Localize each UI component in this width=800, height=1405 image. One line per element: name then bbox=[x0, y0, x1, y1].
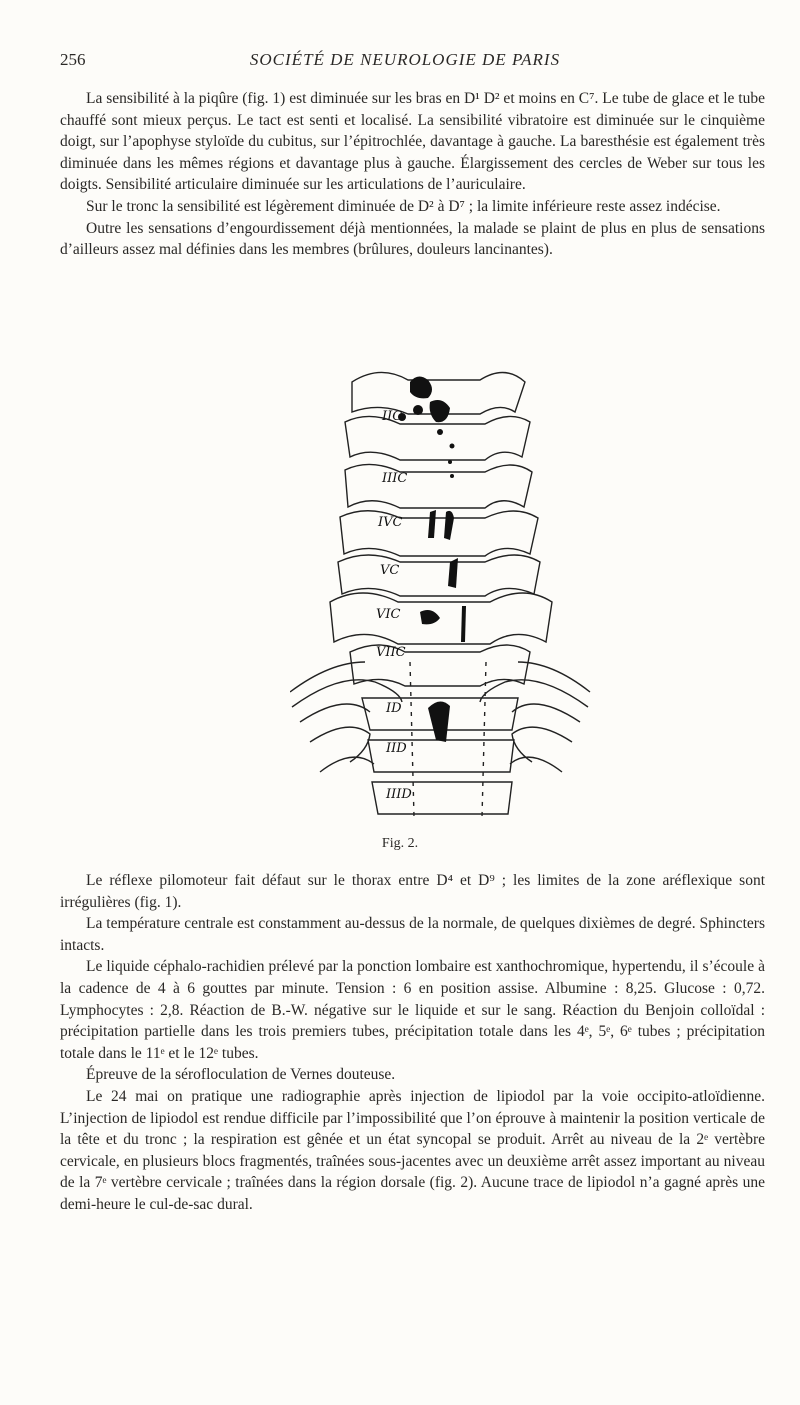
paragraph: La sensibilité à la piqûre (fig. 1) est diminuée sur les bras en D¹ D² et moins en C⁷. Le tube de glace et le tube chauffé sont mieux perçus. Le tact est senti et localisé. La sensibilité vibratoire est diminuée sur le cinquième doigt, sur l’apophyse styloïde du cubitus, sur l’épitrochlée, davantage à gauche. La baresthésie est également très diminuée dans les mêmes régions et davantage plus à gauche. Élargissement des cercles de Weber sur tous les doigts. Sensibilité articulaire diminuée sur les articulations de l’auriculaire. bbox=[60, 90, 765, 194]
vertebra-label: IIC bbox=[382, 409, 403, 424]
spine-diagram bbox=[290, 362, 620, 832]
vertebra-label: VIIC bbox=[376, 645, 406, 660]
spine-radiograph-drawing bbox=[290, 362, 620, 832]
vertebra-label: VC bbox=[380, 563, 400, 578]
vertebra-label: IIID bbox=[386, 787, 412, 802]
running-head: SOCIÉTÉ DE NEUROLOGIE DE PARIS bbox=[249, 50, 561, 69]
page-header bbox=[60, 50, 750, 74]
paragraph: Outre les sensations d’engourdissement déjà mentionnées, la malade se plaint de plus en plus de sensations d’ailleurs assez mal définies dans les membres (brûlures, douleurs lancinantes). bbox=[60, 219, 765, 259]
vertebra-label: ID bbox=[386, 701, 402, 716]
paragraph: Le 24 mai on pratique une radiographie après injection de lipiodol par la voie occipito-atloïdienne. L’injection de lipiodol est rendue difficile par l’impossibilité que l’on éprouve à maintenir la position verticale de la tête et du tronc ; la respiration est gênée et un état syncopal se produit. Arrêt au niveau de la 2ᵉ vertèbre cervicale, en plusieurs blocs fragmentés, traînées sous-jacentes avec un deuxième arrêt assez important au niveau de la 7ᵉ vertèbre cervicale ; traînées dans la région dorsale (fig. 2). Aucune trace de lipiodol n’a gagné après une demi-heure le cul-de-sac dural. bbox=[60, 1087, 765, 1213]
vertebra-label: IIIC bbox=[382, 471, 408, 486]
vertebra-label: VIC bbox=[376, 607, 401, 622]
paragraph: Épreuve de la sérofloculation de Vernes douteuse. bbox=[86, 1066, 396, 1084]
body-text-top bbox=[60, 88, 765, 261]
paragraph: La température centrale est constamment au-dessus de la normale, de quelques dixièmes de degré. Sphincters intacts. bbox=[60, 915, 765, 954]
page-number: 256 bbox=[60, 50, 86, 69]
body-text-bottom bbox=[60, 870, 765, 1216]
paragraph: Sur le tronc la sensibilité est légèrement diminuée de D² à D⁷ ; la limite inférieure reste assez indécise. bbox=[86, 197, 721, 215]
vertebra-label: IVC bbox=[378, 515, 403, 530]
vertebra-label: IID bbox=[386, 741, 407, 756]
paragraph: Le réflexe pilomoteur fait défaut sur le thorax entre D⁴ et D⁹ ; les limites de la zone aréflexique sont irrégulières (fig. 1). bbox=[60, 872, 765, 911]
figure-caption: Fig. 2. bbox=[381, 836, 419, 851]
paragraph: Le liquide céphalo-rachidien prélevé par la ponction lombaire est xanthochromique, hypertendu, il s’écoule à la cadence de 4 à 6 gouttes par minute. Tension : 6 en position assise. Albumine : 8,25. Glucose : 0,72. Lymphocytes : 2,8. Réaction de B.-W. négative sur le liquide et sur le sang. Réaction du Benjoin colloïdal : précipitation partielle dans les trois premiers tubes, précipitation totale dans les 4ᵉ, 5ᵉ, 6ᵉ tubes ; précipitation totale dans le 11ᵉ et le 12ᵉ tubes. bbox=[60, 958, 765, 1062]
